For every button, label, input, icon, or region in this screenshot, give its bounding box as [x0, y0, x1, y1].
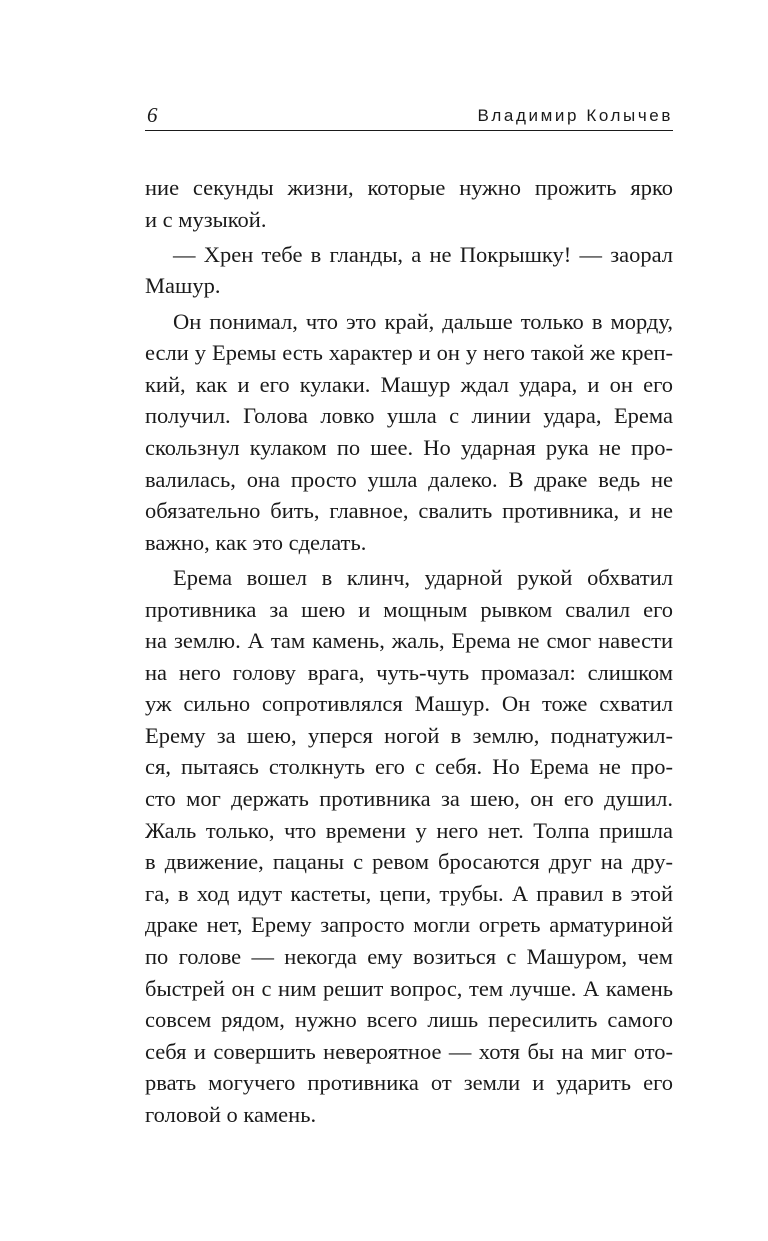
text-line: сто мог держать противника за шею, он его душил. — [145, 786, 673, 812]
text-line: — Хрен тебе в гланды, а не Покрышку! — заорал — [173, 241, 673, 267]
text-line: ся, пытаясь столкнуть его с себя. Но Ерема не про- — [145, 754, 673, 780]
text-line: противника за шею и мощным рывком свалил его — [145, 596, 673, 622]
text-line: важно, как это сделать. — [145, 529, 367, 555]
text-line: по голове — некогда ему возиться с Машуром, чем — [145, 944, 673, 970]
text-line: драке нет, Ерему запросто могли огреть арматуриной — [145, 912, 673, 938]
text-line: совсем рядом, нужно всего лишь пересилить самого — [145, 1007, 673, 1033]
running-header — [145, 102, 673, 131]
text-line: если у Еремы есть характер и он у него такой же креп- — [145, 340, 673, 366]
text-line: Ерема вошел в клинч, ударной рукой обхватил — [173, 564, 673, 590]
text-line: кий, как и его кулаки. Машур ждал удара, и он его — [145, 371, 673, 397]
text-line: на него голову врага, чуть-чуть промазал: слишком — [145, 659, 673, 685]
text-line: обязательно бить, главное, свалить противника, и не — [145, 498, 673, 524]
text-line: в движение, пацаны с ревом бросаются друг на дру- — [145, 849, 673, 875]
text-line: уж сильно сопротивлялся Машур. Он тоже схватил — [145, 691, 673, 717]
body-text — [145, 172, 673, 1131]
text-line: головой о камень. — [145, 1102, 317, 1127]
text-line: Машур. — [145, 273, 221, 299]
text-line: и с музыкой. — [145, 206, 267, 232]
text-line: ние секунды жизни, которые нужно прожить ярко — [145, 175, 673, 200]
text-line: себя и совершить невероятное — хотя бы на миг ото- — [145, 1038, 673, 1064]
text-line: рвать могучего противника от земли и ударить его — [145, 1070, 673, 1096]
text-line: на землю. А там камень, жаль, Ерема не смог навести — [145, 628, 673, 654]
running-head-author: Владимир Колычев — [477, 106, 673, 125]
text-line: га, в ход идут кастеты, цепи, трубы. А правил в этой — [145, 880, 673, 906]
page-number: 6 — [147, 103, 158, 127]
text-line: получил. Голова ловко ушла с линии удара, Ерема — [145, 403, 673, 429]
text-line: Он понимал, что это край, дальше только в морду, — [173, 308, 673, 334]
text-line: валилась, она просто ушла далеко. В драке ведь не — [145, 466, 673, 492]
text-line: Жаль только, что времени у него нет. Толпа пришла — [145, 817, 673, 843]
text-line: скользнул кулаком по шее. Но ударная рука не про- — [145, 434, 673, 460]
text-line: Ерему за шею, уперся ногой в землю, поднатужил- — [145, 722, 673, 748]
text-line: быстрей он с ним решит вопрос, тем лучше. А камень — [145, 975, 673, 1001]
